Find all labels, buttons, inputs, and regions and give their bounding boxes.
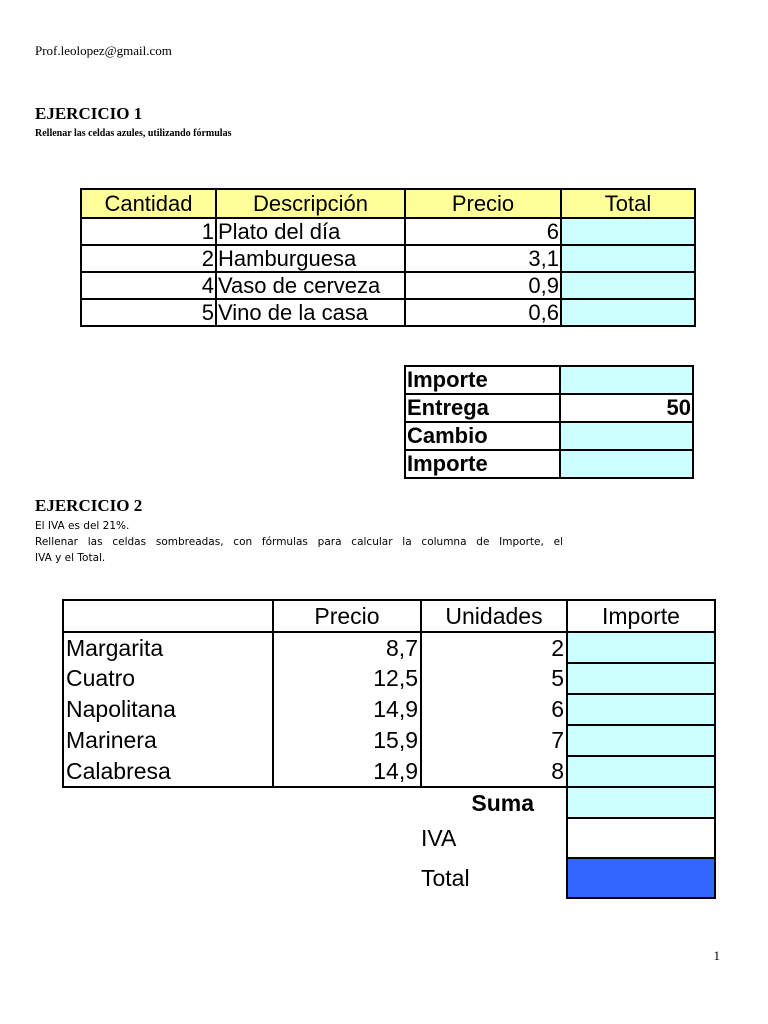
product-name: Marinera: [63, 725, 273, 756]
table-row: [63, 756, 715, 787]
table-header-row: [63, 600, 715, 632]
suma-row: [63, 787, 715, 818]
table-row: [81, 299, 695, 326]
product-name: Cuatro: [63, 663, 273, 694]
summary-label: Importe: [405, 366, 560, 394]
header-descripcion: Descripción: [216, 189, 405, 218]
price-cell: 14,9: [273, 694, 421, 725]
price-cell: 0,9: [405, 272, 561, 299]
importe-cell[interactable]: [567, 663, 715, 694]
product-name: Margarita: [63, 632, 273, 663]
summary-row: [405, 450, 693, 478]
qty-cell: 5: [81, 299, 216, 326]
table-row: [81, 245, 695, 272]
table-row: [63, 632, 715, 663]
suma-cell[interactable]: [567, 787, 715, 818]
table-row: [63, 663, 715, 694]
qty-cell: 2: [81, 245, 216, 272]
header-precio: Precio: [405, 189, 561, 218]
page-number: 1: [713, 948, 720, 963]
blank-cell: [273, 818, 421, 858]
exercise-2-table: [62, 599, 716, 899]
header-total: Total: [561, 189, 695, 218]
units-cell: 5: [421, 663, 567, 694]
exercise-2-instructions-line2: IVA y el Total.: [35, 552, 106, 564]
exercise-2-instructions-line1: Rellenar las celdas sombreadas, con fórmulas para calcular la columna de Importe, el: [35, 536, 563, 548]
product-name: Napolitana: [63, 694, 273, 725]
header-cantidad: Cantidad: [81, 189, 216, 218]
exercise-2-title: EJERCICIO 2: [35, 496, 143, 515]
summary-value-cell[interactable]: [560, 450, 693, 478]
summary-row: [405, 422, 693, 450]
product-name: Calabresa: [63, 756, 273, 787]
price-cell: 12,5: [273, 663, 421, 694]
qty-cell: 1: [81, 218, 216, 245]
suma-label: Suma: [471, 789, 534, 816]
price-cell: 15,9: [273, 725, 421, 756]
iva-row: [63, 818, 715, 858]
qty-cell: 4: [81, 272, 216, 299]
table-row: [81, 272, 695, 299]
desc-cell: Plato del día: [216, 218, 405, 245]
exercise-1-summary-table: [404, 365, 694, 479]
summary-row: [405, 394, 693, 422]
importe-cell[interactable]: [567, 756, 715, 787]
price-cell: 0,6: [405, 299, 561, 326]
importe-cell[interactable]: [567, 694, 715, 725]
units-cell: 2: [421, 632, 567, 663]
exercise-1-instructions: Rellenar las celdas azules, utilizando fórmulas: [35, 128, 232, 139]
summary-label: Importe: [405, 450, 560, 478]
desc-cell: Hamburguesa: [216, 245, 405, 272]
header-importe: Importe: [567, 600, 715, 632]
table-header-row: [81, 189, 695, 218]
blank-cell: [63, 818, 273, 858]
units-cell: 7: [421, 725, 567, 756]
summary-row: [405, 366, 693, 394]
header-empty: [63, 600, 273, 632]
summary-label: Entrega: [405, 394, 560, 422]
units-cell: 6: [421, 694, 567, 725]
blank-cell: [63, 787, 273, 818]
table-row: [63, 725, 715, 756]
total-cell[interactable]: [567, 858, 715, 898]
summary-value-cell[interactable]: [560, 366, 693, 394]
importe-cell[interactable]: [567, 632, 715, 663]
summary-value-cell: 50: [560, 394, 693, 422]
header-unidades: Unidades: [421, 600, 567, 632]
iva-cell[interactable]: [567, 818, 715, 858]
total-cell[interactable]: [561, 218, 695, 245]
price-cell: 3,1: [405, 245, 561, 272]
desc-cell: Vino de la casa: [216, 299, 405, 326]
summary-label: Cambio: [405, 422, 560, 450]
price-cell: 6: [405, 218, 561, 245]
iva-label: IVA: [421, 825, 457, 851]
total-cell[interactable]: [561, 245, 695, 272]
header-precio: Precio: [273, 600, 421, 632]
total-cell[interactable]: [561, 272, 695, 299]
exercise-1-table: [80, 188, 696, 327]
desc-cell: Vaso de cerveza: [216, 272, 405, 299]
exercise-2-iva-note: El IVA es del 21%.: [35, 520, 130, 532]
table-row: [63, 694, 715, 725]
total-row: [63, 858, 715, 898]
total-cell[interactable]: [561, 299, 695, 326]
importe-cell[interactable]: [567, 725, 715, 756]
exercise-1-title: EJERCICIO 1: [35, 104, 143, 123]
price-cell: 8,7: [273, 632, 421, 663]
total-label: Total: [421, 865, 470, 891]
blank-cell: [273, 858, 421, 898]
units-cell: 8: [421, 756, 567, 787]
blank-cell: [63, 858, 273, 898]
table-row: [81, 218, 695, 245]
author-email: Prof.leolopez@gmail.com: [35, 43, 172, 58]
summary-value-cell[interactable]: [560, 422, 693, 450]
price-cell: 14,9: [273, 756, 421, 787]
